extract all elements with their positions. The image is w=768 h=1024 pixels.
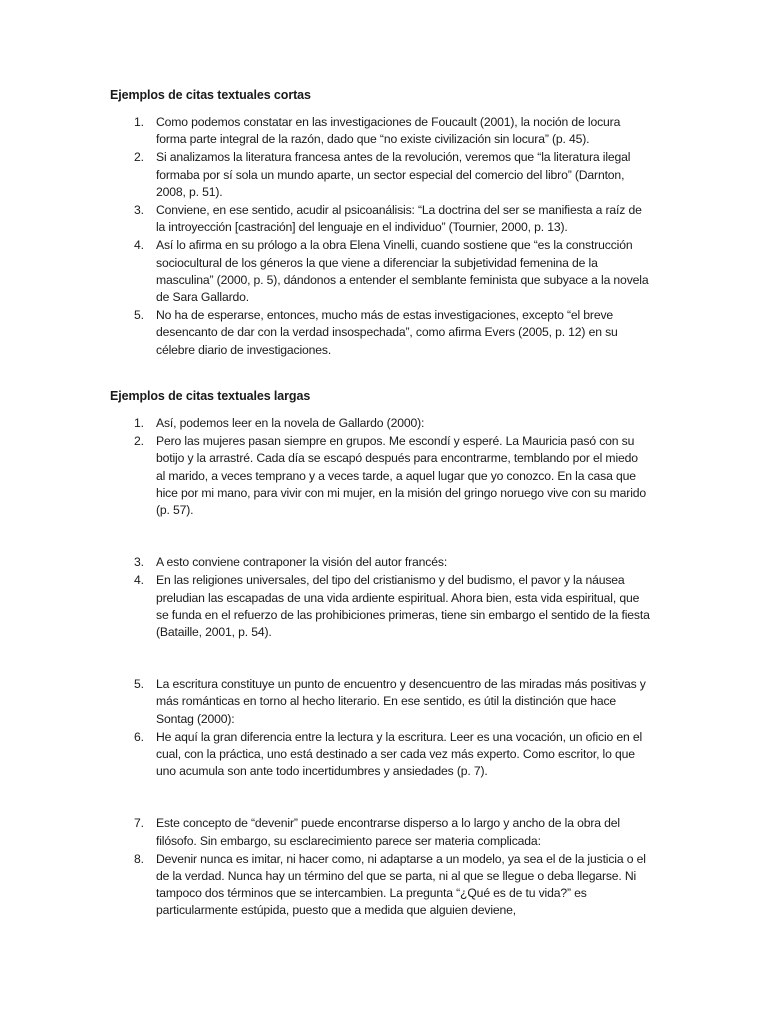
list-item <box>134 433 650 519</box>
list-item <box>134 554 650 571</box>
list-item <box>134 114 650 148</box>
list-item <box>134 415 650 432</box>
item-number: 8. <box>134 851 144 866</box>
list-item <box>134 237 650 306</box>
item-text: Así lo afirma en su prólogo a la obra Elena Vinelli, cuando sostiene que “es la construcción sociocultural de los géneros la que viene a diferenciar la subjetividad femenina de la masculina” (2000, p. 5), dándonos a entender el semblante feminista que subyace a la novela de Sara Gallardo. <box>156 238 649 305</box>
short-quotes-list <box>134 114 650 360</box>
item-number: 1. <box>134 115 144 129</box>
item-text: He aquí la gran diferencia entre la lectura y la escritura. Leer es una vocación, un oficio en el cual, con la práctica, uno está destinado a ser cada vez más experto. Como escritor, lo que uno acumula son ante todo incertidumbres y ansiedades (p. 7). <box>156 729 643 779</box>
item-text: Devenir nunca es imitar, ni hacer como, ni adaptarse a un modelo, ya sea el de la justicia o el de la verdad. Nunca hay un término del que se parta, ni al que se llegue o deba llegarse. Ni tampoco dos términos que se intercambien. La pregunta “¿Qué es de tu vida?” es particularmente estúpida, puesto que a medida que alguien deviene, <box>156 851 646 918</box>
item-number: 2. <box>134 150 144 165</box>
spacer <box>134 520 650 554</box>
spacer <box>134 781 650 815</box>
list-item <box>134 202 650 236</box>
item-text: En las religiones universales, del tipo del cristianismo y del budismo, el pavor y la náusea preludian las escapadas de una vida ardiente espiritual. Ahora bien, esta vida espiritual, que se funda en el refuerzo de las prohibiciones primeras, tiene sin embargo el sentido de la fiesta (Bataille, 2001, p. 54). <box>156 573 650 640</box>
item-number: 5. <box>134 308 144 323</box>
list-item <box>134 729 650 781</box>
heading-long-quotes: Ejemplos de citas textuales largas <box>110 389 311 403</box>
item-text: Conviene, en ese sentido, acudir al psicoanálisis: “La doctrina del ser se manifiesta a raíz de la introyección [castración] del lenguaje en el individuo” (Tournier, 2000, p. 13). <box>156 203 642 235</box>
item-number: 3. <box>134 555 144 570</box>
item-number: 4. <box>134 238 144 253</box>
item-number: 4. <box>134 573 144 588</box>
item-text: Así, podemos leer en la novela de Gallardo (2000): <box>156 416 425 430</box>
item-text: Pero las mujeres pasan siempre en grupos. Me escondí y esperé. La Mauricia pasó con su botijo y la arrastré. Cada día se escapó después para encontrarme, temblando por el miedo al marido, a veces temprano y a veces tarde, a aquel lugar que yo conozco. En la casa que hice por mi mano, para vivir con mi mujer, en la misión del gringo noruego vive con su marido (p. 57). <box>156 434 647 518</box>
item-text: Este concepto de “devenir” puede encontrarse disperso a lo largo y ancho de la obra del filósofo. Sin embargo, su esclarecimiento parece ser materia complicada: <box>156 816 620 848</box>
list-item <box>134 851 650 920</box>
item-number: 1. <box>134 416 144 430</box>
list-item <box>134 815 650 849</box>
item-number: 2. <box>134 434 144 449</box>
item-number: 5. <box>134 677 144 692</box>
item-number: 7. <box>134 816 144 831</box>
list-item <box>134 149 650 201</box>
item-number: 3. <box>134 203 144 218</box>
item-number: 6. <box>134 729 144 744</box>
heading-short-quotes: Ejemplos de citas textuales cortas <box>110 88 311 102</box>
spacer <box>134 642 650 676</box>
item-text: Si analizamos la literatura francesa antes de la revolución, veremos que “la literatura ilegal formaba por sí sola un mundo aparte, un sector especial del comercio del libro” (Darnton, 2008, p. 51). <box>156 150 631 199</box>
list-item <box>134 676 650 728</box>
long-quotes-list <box>134 415 650 921</box>
list-item <box>134 307 650 359</box>
list-item <box>134 572 650 641</box>
item-text: Como podemos constatar en las investigaciones de Foucault (2001), la noción de locura forma parte integral de la razón, dado que “no existe civilización sin locura” (p. 45). <box>156 115 621 147</box>
item-text: La escritura constituye un punto de encuentro y desencuentro de las miradas más positivas y más románticas en torno al hecho literario. En ese sentido, es útil la distinción que hace Sontag (2000): <box>156 677 646 726</box>
item-text: No ha de esperarse, entonces, mucho más de estas investigaciones, excepto “el breve desencanto de dar con la verdad insospechada”, como afirma Evers (2005, p. 12) en su célebre diario de investigaciones. <box>156 308 618 357</box>
item-text: A esto conviene contraponer la visión del autor francés: <box>156 555 448 570</box>
